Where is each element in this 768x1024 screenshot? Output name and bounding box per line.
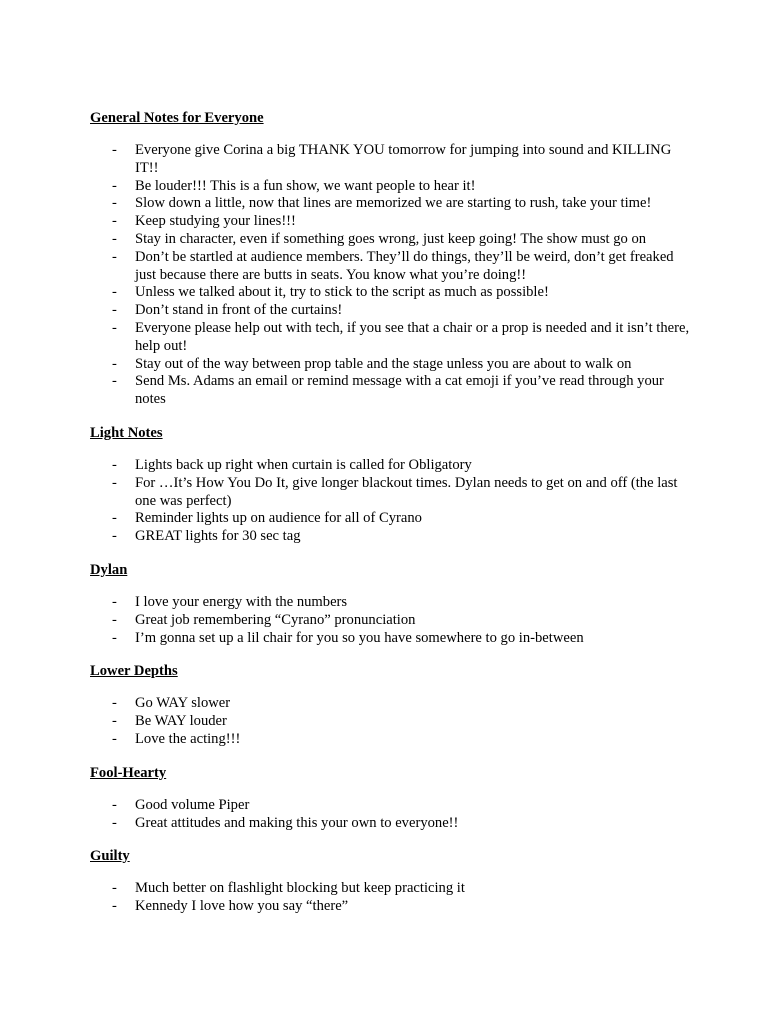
section-heading: Fool-Hearty xyxy=(90,764,167,781)
note-item xyxy=(90,475,690,511)
note-item xyxy=(90,880,690,898)
section-heading: Dylan xyxy=(90,561,128,578)
section-heading: Lower Depths xyxy=(90,663,178,680)
note-item xyxy=(90,142,690,178)
bullet-dash: - xyxy=(112,355,117,372)
note-text: GREAT lights for 30 sec tag xyxy=(135,528,301,545)
note-text: Reminder lights up on audience for all of Cyrano xyxy=(135,510,422,527)
bullet-dash: - xyxy=(112,230,117,247)
bullet-dash: - xyxy=(112,713,117,730)
bullet-dash: - xyxy=(112,695,117,712)
bullet-dash: - xyxy=(112,593,117,610)
note-text: Stay out of the way between prop table and the stage unless you are about to walk on xyxy=(135,355,632,372)
note-item xyxy=(90,612,690,630)
note-text: Unless we talked about it, try to stick to the script as much as possible! xyxy=(135,284,549,301)
note-item xyxy=(90,815,690,833)
note-item xyxy=(90,630,690,648)
bullet-dash: - xyxy=(112,814,117,831)
note-text: Be louder!!! This is a fun show, we want people to hear it! xyxy=(135,177,476,194)
bullet-dash: - xyxy=(112,796,117,813)
note-text: Much better on flashlight blocking but keep practicing it xyxy=(135,880,465,897)
note-item xyxy=(90,302,690,320)
bullet-dash: - xyxy=(112,177,117,194)
bullet-dash: - xyxy=(112,611,117,628)
bullet-dash: - xyxy=(112,302,117,319)
note-text: Good volume Piper xyxy=(135,796,250,813)
note-text: For …It’s How You Do It, give longer blackout times. Dylan needs to get on and off (the last one was perfect) xyxy=(135,474,678,509)
bullet-dash: - xyxy=(112,730,117,747)
note-text: Don’t stand in front of the curtains! xyxy=(135,302,343,319)
bullet-dash: - xyxy=(112,629,117,646)
note-text: Love the acting!!! xyxy=(135,730,241,747)
section-heading: Light Notes xyxy=(90,424,163,441)
note-item xyxy=(90,528,690,546)
note-item xyxy=(90,213,690,231)
note-text: Kennedy I love how you say “there” xyxy=(135,898,349,915)
note-text: Great job remembering “Cyrano” pronunciation xyxy=(135,611,416,628)
note-item xyxy=(90,457,690,475)
note-item xyxy=(90,195,690,213)
notes-content xyxy=(90,109,690,931)
note-text: Slow down a little, now that lines are memorized we are starting to rush, take your time! xyxy=(135,195,652,212)
bullet-dash: - xyxy=(112,213,117,230)
bullet-dash: - xyxy=(112,528,117,545)
note-text: Everyone give Corina a big THANK YOU tomorrow for jumping into sound and KILLING IT!! xyxy=(135,142,672,176)
note-text: Everyone please help out with tech, if you see that a chair or a prop is needed and it isn’t there, help out! xyxy=(135,319,690,354)
section-heading: General Notes for Everyone xyxy=(90,110,264,126)
note-item xyxy=(90,356,690,374)
note-item xyxy=(90,178,690,196)
note-item xyxy=(90,231,690,249)
note-text: Lights back up right when curtain is called for Obligatory xyxy=(135,456,472,473)
notes-list xyxy=(90,594,690,647)
note-item xyxy=(90,284,690,302)
notes-list xyxy=(90,695,690,748)
note-text: Don’t be startled at audience members. They’ll do things, they’ll be weird, don’t get freaked just because there are butts in seats. You know what you’re doing!! xyxy=(135,248,674,283)
notes-list xyxy=(90,797,690,833)
note-text: I love your energy with the numbers xyxy=(135,593,348,610)
bullet-dash: - xyxy=(112,284,117,301)
note-item xyxy=(90,797,690,815)
bullet-dash: - xyxy=(112,510,117,527)
note-text: Keep studying your lines!!! xyxy=(135,213,296,230)
bullet-dash: - xyxy=(112,248,117,265)
note-item xyxy=(90,594,690,612)
note-item xyxy=(90,898,690,916)
note-item xyxy=(90,249,690,285)
notes-list xyxy=(90,142,690,409)
note-item xyxy=(90,713,690,731)
section-heading: Guilty xyxy=(90,848,130,865)
note-text: Great attitudes and making this your own to everyone!! xyxy=(135,814,459,831)
note-item xyxy=(90,731,690,749)
bullet-dash: - xyxy=(112,474,117,491)
bullet-dash: - xyxy=(112,142,117,158)
notes-list xyxy=(90,457,690,546)
note-text: Stay in character, even if something goes wrong, just keep going! The show must go on xyxy=(135,230,647,247)
note-item xyxy=(90,695,690,713)
bullet-dash: - xyxy=(112,880,117,897)
note-item xyxy=(90,373,690,409)
bullet-dash: - xyxy=(112,373,117,390)
note-text: Send Ms. Adams an email or remind message with a cat emoji if you’ve read through your notes xyxy=(135,373,664,408)
note-text: Go WAY slower xyxy=(135,695,231,712)
note-text: Be WAY louder xyxy=(135,713,227,730)
bullet-dash: - xyxy=(112,195,117,212)
note-text: I’m gonna set up a lil chair for you so you have somewhere to go in-between xyxy=(135,629,584,646)
bullet-dash: - xyxy=(112,456,117,473)
note-item xyxy=(90,320,690,356)
bullet-dash: - xyxy=(112,898,117,915)
note-item xyxy=(90,510,690,528)
bullet-dash: - xyxy=(112,319,117,336)
notes-list xyxy=(90,880,690,916)
